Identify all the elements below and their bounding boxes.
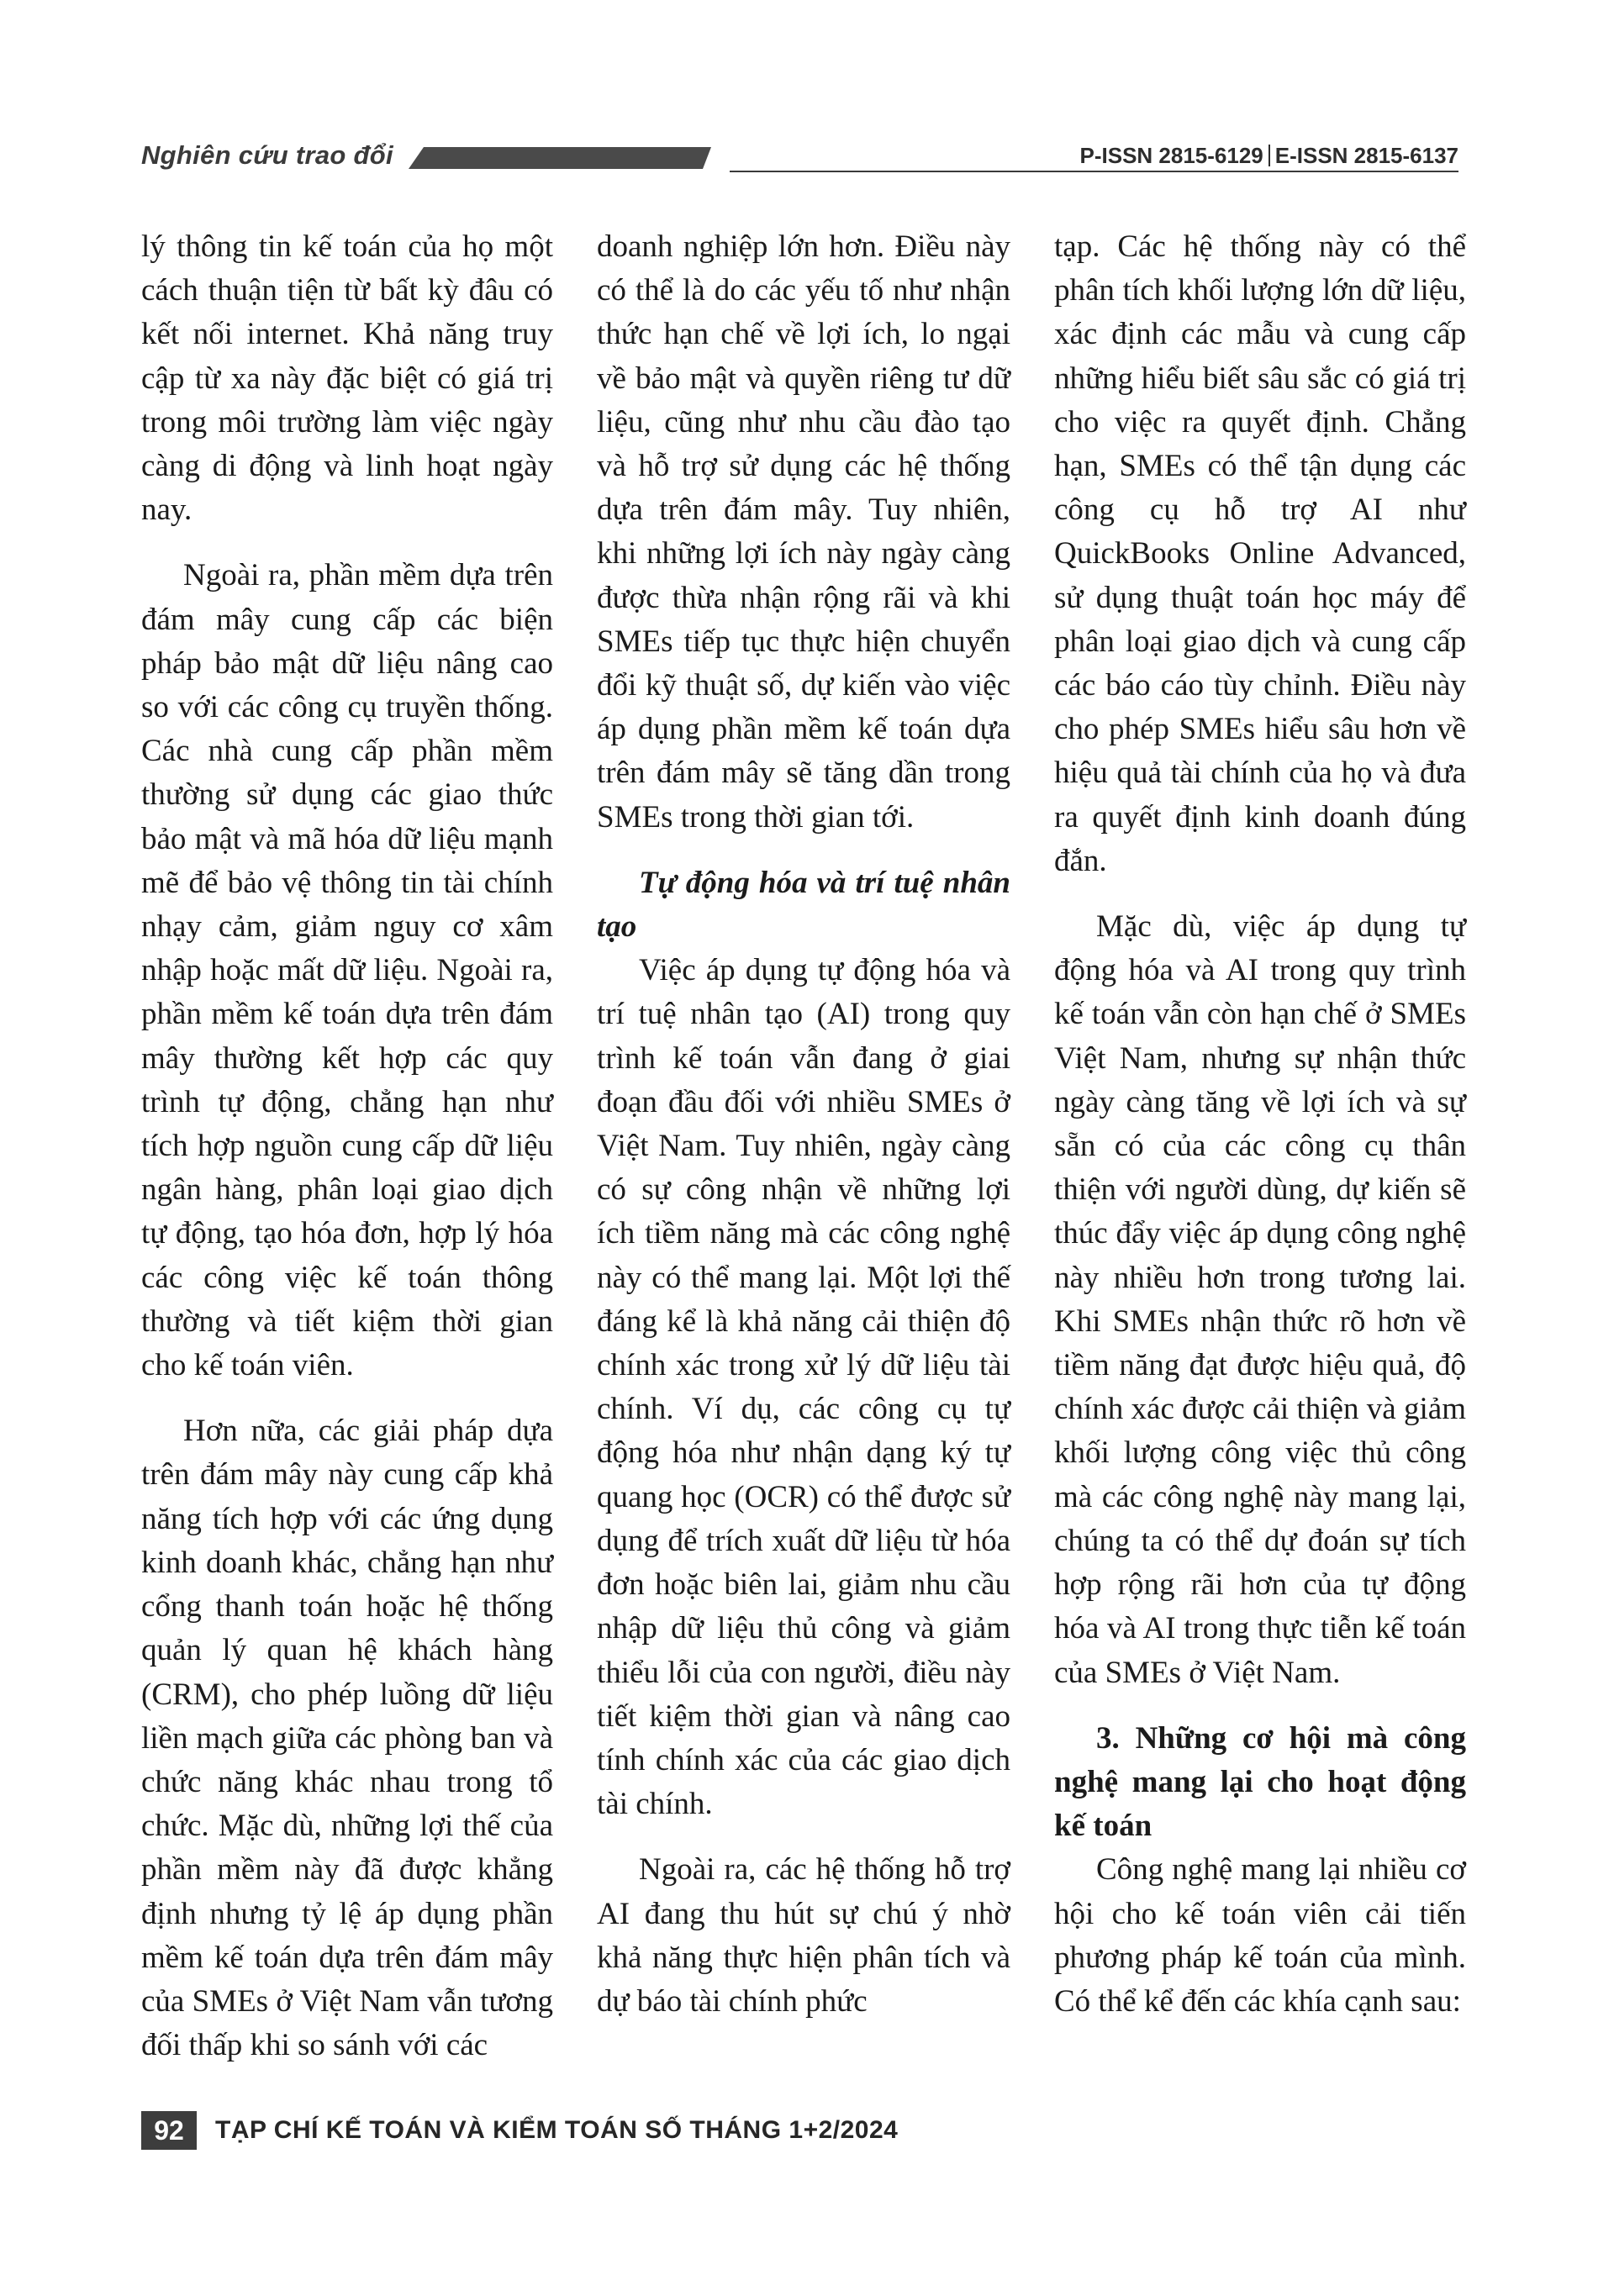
text-column-1 xyxy=(141,225,553,2067)
paragraph: Mặc dù, việc áp dụng tự động hóa và AI trong quy trình kế toán vẫn còn hạn chế ở SMEs Việt Nam, nhưng sự nhận thức ngày càng tăng về lợi ích và sự sẵn có của các công cụ thân thiện với người dùng, dự kiến sẽ thúc đẩy việc áp dụng công nghệ này nhiều hơn trong tương lai. Khi SMEs nhận thức rõ hơn về tiềm năng đạt được hiệu quả, độ chính xác được cải thiện và giảm khối lượng công việc thủ công mà các công nghệ này mang lại, chúng ta có thể dự đoán sự tích hợp rộng rãi hơn của tự động hóa và AI trong thực tiễn kế toán của SMEs ở Việt Nam. xyxy=(1054,909,1466,1690)
section-title: Nghiên cứu trao đổi xyxy=(141,140,393,170)
paragraph: Công nghệ mang lại nhiều cơ hội cho kế toán viên cải tiến phương pháp kế toán của mình. Có thể kể đến các khía cạnh sau: xyxy=(1054,1852,1466,2019)
issn-online: E-ISSN 2815-6137 xyxy=(1274,143,1458,168)
section-heading: 3. Những cơ hội mà công nghệ mang lại cho hoạt động kế toán xyxy=(1054,1720,1466,1844)
paragraph: Ngoài ra, các hệ thống hỗ trợ AI đang thu hút sự chú ý nhờ khả năng thực hiện phân tích và dự báo tài chính phức xyxy=(597,1852,1010,2019)
paragraph: doanh nghiệp lớn hơn. Điều này có thể là do các yếu tố như nhận thức hạn chế về lợi ích, lo ngại về bảo mật và quyền riêng tư dữ liệu, cũng như nhu cầu đào tạo và hỗ trợ sử dụng các hệ thống dựa trên đám mây. Tuy nhiên, khi những lợi ích này ngày càng được thừa nhận rộng rãi và khi SMEs tiếp tục thực hiện chuyển đổi kỹ thuật số, dự kiến vào việc áp dụng phần mềm kế toán dựa trên đám mây sẽ tăng dần trong SMEs trong thời gian tới. xyxy=(597,229,1010,835)
paragraph: Ngoài ra, phần mềm dựa trên đám mây cung cấp các biện pháp bảo mật dữ liệu nâng cao so với các công cụ truyền thống. Các nhà cung cấp phần mềm thường sử dụng các giao thức bảo mật và mã hóa dữ liệu mạnh mẽ để bảo vệ thông tin tài chính nhạy cảm, giảm nguy cơ xâm nhập hoặc mất dữ liệu. Ngoài ra, phần mềm kế toán dựa trên đám mây thường kết hợp các quy trình tự động, chẳng hạn như tích hợp nguồn cung cấp dữ liệu ngân hàng, phân loại giao dịch tự động, tạo hóa đơn, hợp lý hóa các công việc kế toán thông thường và tiết kiệm thời gian cho kế toán viên. xyxy=(141,558,553,1383)
issn-label xyxy=(1080,139,1459,172)
issn-print: P-ISSN 2815-6129 xyxy=(1079,143,1263,168)
text-column-2 xyxy=(597,225,1010,2024)
header-decorative-bar xyxy=(409,147,711,169)
section-heading: Tự động hóa và trí tuệ nhân tạo xyxy=(597,865,1010,945)
paragraph: Hơn nữa, các giải pháp dựa trên đám mây này cung cấp khả năng tích hợp với các ứng dụng kinh doanh khác, chẳng hạn như cổng thanh toán hoặc hệ thống quản lý quan hệ khách hàng (CRM), cho phép luồng dữ liệu liền mạch giữa các phòng ban và chức năng khác nhau trong tổ chức. Mặc dù, những lợi thế của phần mềm này đã được khẳng định nhưng tỷ lệ áp dụng phần mềm kế toán dựa trên đám mây của SMEs ở Việt Nam vẫn tương đối thấp khi so sánh với các xyxy=(141,1414,553,2063)
paragraph: lý thông tin kế toán của họ một cách thuận tiện từ bất kỳ đâu có kết nối internet. Khả năng truy cập từ xa này đặc biệt có giá trị trong môi trường làm việc ngày càng di động và linh hoạt ngày nay. xyxy=(141,229,553,528)
journal-title: TẠP CHÍ KẾ TOÁN VÀ KIỂM TOÁN SỐ THÁNG 1+2/2024 xyxy=(215,2116,899,2144)
page-number: 92 xyxy=(141,2111,197,2150)
paragraph: Việc áp dụng tự động hóa và trí tuệ nhân tạo (AI) trong quy trình kế toán vẫn đang ở giai đoạn đầu đối với nhiều SMEs ở Việt Nam. Tuy nhiên, ngày càng có sự công nhận về những lợi ích tiềm năng mà các công nghệ này có thể mang lại. Một lợi thế đáng kể là khả năng cải thiện độ chính xác trong xử lý dữ liệu tài chính. Ví dụ, các công cụ tự động hóa như nhận dạng ký tự quang học (OCR) có thể được sử dụng để trích xuất dữ liệu từ hóa đơn hoặc biên lai, giảm nhu cầu nhập dữ liệu thủ công và giảm thiểu lỗi của con người, điều này tiết kiệm thời gian và nâng cao tính chính xác của các giao dịch tài chính. xyxy=(597,953,1010,1822)
page-footer xyxy=(141,2111,1318,2150)
issn-separator xyxy=(1269,145,1270,166)
page-header xyxy=(141,139,1458,172)
text-column-3 xyxy=(1054,225,1466,2024)
paragraph: tạp. Các hệ thống này có thể phân tích khối lượng lớn dữ liệu, xác định các mẫu và cung cấp những hiểu biết sâu sắc có giá trị cho việc ra quyết định. Chẳng hạn, SMEs có thể tận dụng các công cụ hỗ trợ AI như QuickBooks Online Advanced, sử dụng thuật toán học máy để phân loại giao dịch và cung cấp các báo cáo tùy chỉnh. Điều này cho phép SMEs hiểu sâu hơn về hiệu quả tài chính của họ và đưa ra quyết định kinh doanh đúng đắn. xyxy=(1054,229,1466,878)
